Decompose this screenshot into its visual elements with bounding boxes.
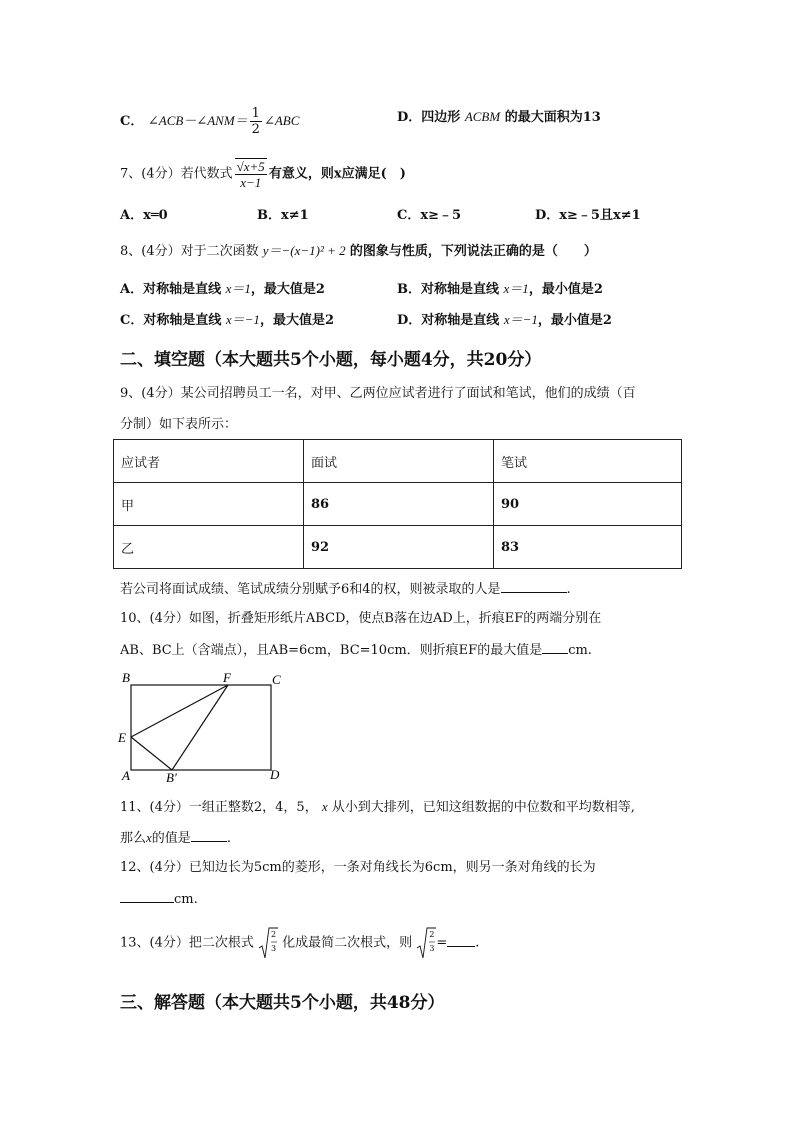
q8-stem <box>120 242 597 261</box>
segment-fb-prime <box>172 685 228 770</box>
q8-option-a <box>120 280 325 299</box>
q9-after-end: . <box>566 582 571 597</box>
q11-line1-text: 11、(4分）一组正整数2，4，5， <box>120 800 318 815</box>
q12-stem-line2 <box>120 890 198 909</box>
table-row <box>114 483 682 526</box>
q9-after-table <box>120 580 571 599</box>
section-heading-answer: 三、解答题（本大题共5个小题，共48分） <box>120 993 445 1013</box>
table-header-cell: 笔试 <box>494 440 682 483</box>
q12-line2-end: cm. <box>174 892 198 907</box>
q11-line2-rest: 的值是 <box>151 831 191 846</box>
q11-stem-line2 <box>120 829 231 848</box>
q8-option-d-rest: ，最小值是2 <box>537 313 612 328</box>
section-heading-fill-in: 二、填空题（本大题共5个小题，每小题4分，共20分） <box>120 350 542 370</box>
q6-frac-num: 1 <box>251 106 260 121</box>
q13-eq: = <box>436 935 448 951</box>
q8-option-d <box>397 311 612 330</box>
table-cell: 92 <box>304 526 494 569</box>
q8-option-a-rest: ，最大值是2 <box>250 282 325 297</box>
q7-fraction <box>235 158 267 190</box>
q7-stem <box>120 158 406 190</box>
segment-ef <box>131 685 228 737</box>
table-header-cell: 应试者 <box>114 440 304 483</box>
q6-option-c <box>120 106 299 137</box>
q8-option-c-rest: ，最大值是2 <box>259 313 334 328</box>
q8-option-c <box>120 311 334 330</box>
q8-option-b-label: B．对称轴是直线 <box>397 282 499 297</box>
q6-option-c-expr-right: ∠ABC <box>263 113 300 128</box>
q10-stem-line1: 10、(4分）如图，折叠矩形纸片ABCD，使点B落在边AD上，折痕EF的两端分别在 <box>120 611 602 626</box>
q7-option-a: A．x═0 <box>120 208 168 223</box>
q10-answer-blank <box>542 641 568 654</box>
q7-suffix: 有意义，则x应满足( ) <box>268 166 406 182</box>
q8-option-b-rest: ，最小值是2 <box>528 282 603 297</box>
sqrt-num: 2 <box>271 930 277 939</box>
table-header-row <box>114 440 682 483</box>
q6-option-d-label: D．四边形 <box>397 110 461 125</box>
q8-option-b-eq: x＝1 <box>503 281 529 296</box>
sqrt-two-thirds <box>258 926 278 960</box>
q7-option-b: B．x≠1 <box>257 208 309 223</box>
table-cell: 乙 <box>114 526 304 569</box>
sqrt-num: 2 <box>429 930 435 939</box>
q11-var: x <box>146 830 152 845</box>
q7-prefix: 7、(4分）若代数式 <box>120 166 233 182</box>
score-table <box>113 439 682 569</box>
q11-answer-blank <box>191 829 227 842</box>
q6-option-c-expr-left: ∠ACB－∠ANM＝ <box>147 113 248 128</box>
q10-line2-text: AB、BC上（含端点），且AB=6cm，BC=10cm．则折痕EF的最大值是 <box>120 643 543 658</box>
q10-stem-line2 <box>120 641 592 660</box>
label-b-prime: B′ <box>166 770 177 785</box>
label-d: D <box>270 767 280 782</box>
q13-mid: 化成最简二次根式，则 <box>282 935 413 951</box>
label-c: C <box>272 672 281 687</box>
q7-option-d: D．x≥﹣5且x≠1 <box>535 208 641 223</box>
q9-stem-line1: 9、(4分）某公司招聘员工一名，对甲、乙两位应试者进行了面试和笔试，他们的成绩（百 <box>120 386 636 401</box>
q6-option-d-rest: 的最大面积为13 <box>504 110 601 125</box>
table-cell: 86 <box>304 483 494 526</box>
table-cell: 90 <box>494 483 682 526</box>
q7-frac-num: √x+5 <box>236 159 265 174</box>
q11-line1-rest: 从小到大排列，已知这组数据的中位数和平均数相等, <box>331 800 635 815</box>
q6-option-d <box>397 108 601 127</box>
q8-option-d-eq: x＝−1 <box>503 312 538 327</box>
sqrt-den: 3 <box>429 944 435 953</box>
q7-frac-den: x−1 <box>240 175 262 190</box>
q11-line2-end: . <box>226 831 231 846</box>
q10-line2-end: cm. <box>568 643 592 658</box>
q12-answer-blank <box>120 890 174 903</box>
sqrt-den: 3 <box>271 944 277 953</box>
q8-suffix: 的图象与性质，下列说法正确的是（ ） <box>349 244 597 259</box>
q8-option-b <box>397 280 603 299</box>
q9-stem-line2: 分制）如下表所示： <box>120 417 238 432</box>
q13-answer-blank <box>447 934 475 947</box>
q8-option-d-label: D．对称轴是直线 <box>397 313 500 328</box>
q11-stem-line1 <box>120 798 635 817</box>
sqrt-two-thirds-2 <box>416 926 436 960</box>
q9-answer-blank <box>501 580 567 593</box>
q13-prefix: 13、(4分）把二次根式 <box>120 935 254 951</box>
q8-option-a-label: A．对称轴是直线 <box>120 282 222 297</box>
q12-stem-line1: 12、(4分）已知边长为5cm的菱形，一条对角线长为6cm，则另一条对角线的长为 <box>120 860 596 875</box>
q6-option-d-var: ACBM <box>464 109 501 124</box>
q9-after-text: 若公司将面试成绩、笔试成绩分别赋予6和4的权，则被录取的人是 <box>120 582 501 597</box>
label-b: B <box>122 670 130 685</box>
label-e: E <box>118 730 126 745</box>
q8-prefix: 8、(4分）对于二次函数 <box>120 244 259 259</box>
table-row <box>114 526 682 569</box>
q8-option-a-eq: x＝1 <box>225 281 251 296</box>
q11-line2-text: 那么 <box>120 831 147 846</box>
q13-end: . <box>475 935 480 951</box>
q6-option-c-fraction <box>250 106 262 137</box>
q6-option-c-label: C． <box>120 114 144 129</box>
rectangle-abcd <box>131 685 271 770</box>
folded-rectangle-figure <box>110 670 295 785</box>
segment-eb-prime <box>131 737 172 770</box>
table-cell: 甲 <box>114 483 304 526</box>
q11-var: x <box>321 799 328 814</box>
table-header-cell: 面试 <box>304 440 494 483</box>
q8-option-c-label: C．对称轴是直线 <box>120 313 222 328</box>
label-a: A <box>122 768 130 783</box>
q8-option-c-eq: x＝−1 <box>225 312 260 327</box>
table-cell: 83 <box>494 526 682 569</box>
q6-frac-den: 2 <box>251 122 260 137</box>
q8-formula: y＝−(x−1)² + 2 <box>262 243 346 258</box>
q13-stem <box>120 926 479 960</box>
label-f: F <box>223 670 231 685</box>
q7-option-c: C．x≥﹣5 <box>397 208 462 223</box>
